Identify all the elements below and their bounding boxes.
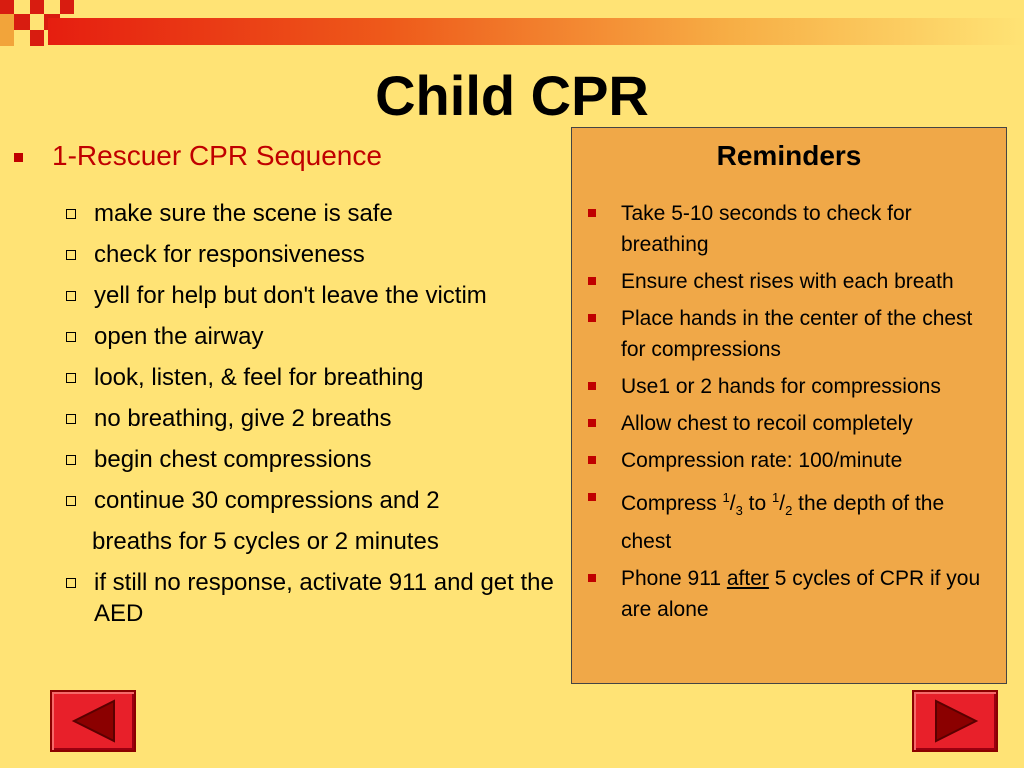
list-item — [62, 239, 572, 270]
reminder-item — [586, 371, 996, 402]
reminder-text: Compress $^1/_3$ to $^1/_2$ the depth of the chest — [621, 490, 945, 554]
reminder-item — [586, 303, 996, 365]
list-item-text: yell for help but don't leave the victim — [94, 282, 487, 309]
list-item-text: begin chest compressions — [94, 446, 372, 473]
reminder-text: Place hands in the center of the chest for compressions — [621, 307, 973, 361]
square-bullet-icon — [588, 493, 596, 501]
square-bullet-icon — [588, 574, 596, 582]
arrow-right-icon — [914, 692, 996, 750]
reminder-text: Take 5-10 seconds to check for breathing — [621, 202, 912, 256]
cpr-sequence-list — [62, 198, 572, 629]
hollow-square-bullet-icon — [66, 250, 76, 260]
square-bullet-icon — [588, 314, 596, 322]
reminder-item — [586, 408, 996, 439]
decor-square — [14, 14, 30, 30]
depth-mid: to — [742, 492, 773, 515]
hollow-square-bullet-icon — [66, 496, 76, 506]
depth-suffix: the depth of the chest — [621, 492, 945, 554]
list-item — [62, 444, 572, 475]
previous-slide-button[interactable] — [50, 690, 136, 752]
decor-square — [60, 0, 74, 14]
reminder-text: Ensure chest rises with each breath — [621, 270, 954, 293]
reminder-text: Allow chest to recoil completely — [621, 412, 913, 435]
title-gradient-bar — [48, 18, 1024, 45]
reminder-item — [586, 266, 996, 297]
reminders-list — [586, 198, 996, 631]
decor-square — [30, 30, 44, 46]
list-item-text: breaths for 5 cycles or 2 minutes — [92, 528, 439, 555]
phone-prefix: Phone 911 — [621, 567, 727, 591]
reminder-text — [621, 567, 980, 621]
top-decoration — [0, 0, 1024, 46]
list-item-text: check for responsiveness — [94, 241, 365, 268]
reminder-item-depth — [586, 482, 996, 557]
hollow-square-bullet-icon — [66, 455, 76, 465]
fraction-denominator: 3 — [735, 503, 743, 519]
fraction-denominator: 2 — [785, 503, 793, 519]
list-item — [62, 280, 572, 311]
square-bullet-icon — [588, 456, 596, 464]
slide-title: Child CPR — [375, 64, 649, 127]
arrow-left-icon — [52, 692, 134, 750]
square-bullet-icon — [588, 382, 596, 390]
square-bullet-icon — [588, 277, 596, 285]
list-item-text: continue 30 compressions and 2 — [94, 487, 440, 514]
hollow-square-bullet-icon — [66, 291, 76, 301]
list-item — [62, 403, 572, 434]
decor-square — [30, 0, 44, 14]
depth-prefix: Compress — [621, 492, 723, 515]
list-item-text: open the airway — [94, 323, 264, 350]
next-slide-button[interactable] — [912, 690, 998, 752]
reminder-text: Use1 or 2 hands for compressions — [621, 375, 941, 398]
fraction-numerator: 1 — [722, 490, 730, 505]
reminders-panel — [571, 127, 1007, 684]
list-item-text: if still no response, activate 911 and get the AED — [94, 569, 554, 627]
list-item-text: make sure the scene is safe — [94, 200, 393, 227]
phone-suffix: 5 cycles of CPR if you are alone — [621, 567, 981, 622]
decor-square — [0, 14, 14, 46]
reminder-text: Compression rate: 100/minute — [621, 449, 903, 472]
hollow-square-bullet-icon — [66, 414, 76, 424]
list-item — [62, 321, 572, 352]
reminder-item — [586, 445, 996, 476]
phone-underlined: after — [726, 567, 769, 591]
square-bullet-icon — [588, 419, 596, 427]
reminder-item — [586, 198, 996, 260]
list-item-text: look, listen, & feel for breathing — [94, 364, 424, 391]
list-item — [62, 567, 574, 629]
decor-square — [0, 0, 14, 14]
hollow-square-bullet-icon — [66, 578, 76, 588]
list-item-continuation — [62, 526, 572, 557]
section-heading-text: 1-Rescuer CPR Sequence — [52, 140, 382, 171]
hollow-square-bullet-icon — [66, 332, 76, 342]
reminders-title: Reminders — [716, 140, 862, 171]
hollow-square-bullet-icon — [66, 373, 76, 383]
list-item-text: no breathing, give 2 breaths — [94, 405, 392, 432]
square-bullet-icon — [14, 153, 23, 162]
list-item — [62, 362, 572, 393]
reminder-item-phone — [586, 563, 996, 625]
fraction-numerator: 1 — [772, 490, 780, 505]
list-item — [62, 485, 572, 516]
square-bullet-icon — [588, 209, 596, 217]
list-item — [62, 198, 572, 229]
hollow-square-bullet-icon — [66, 209, 76, 219]
